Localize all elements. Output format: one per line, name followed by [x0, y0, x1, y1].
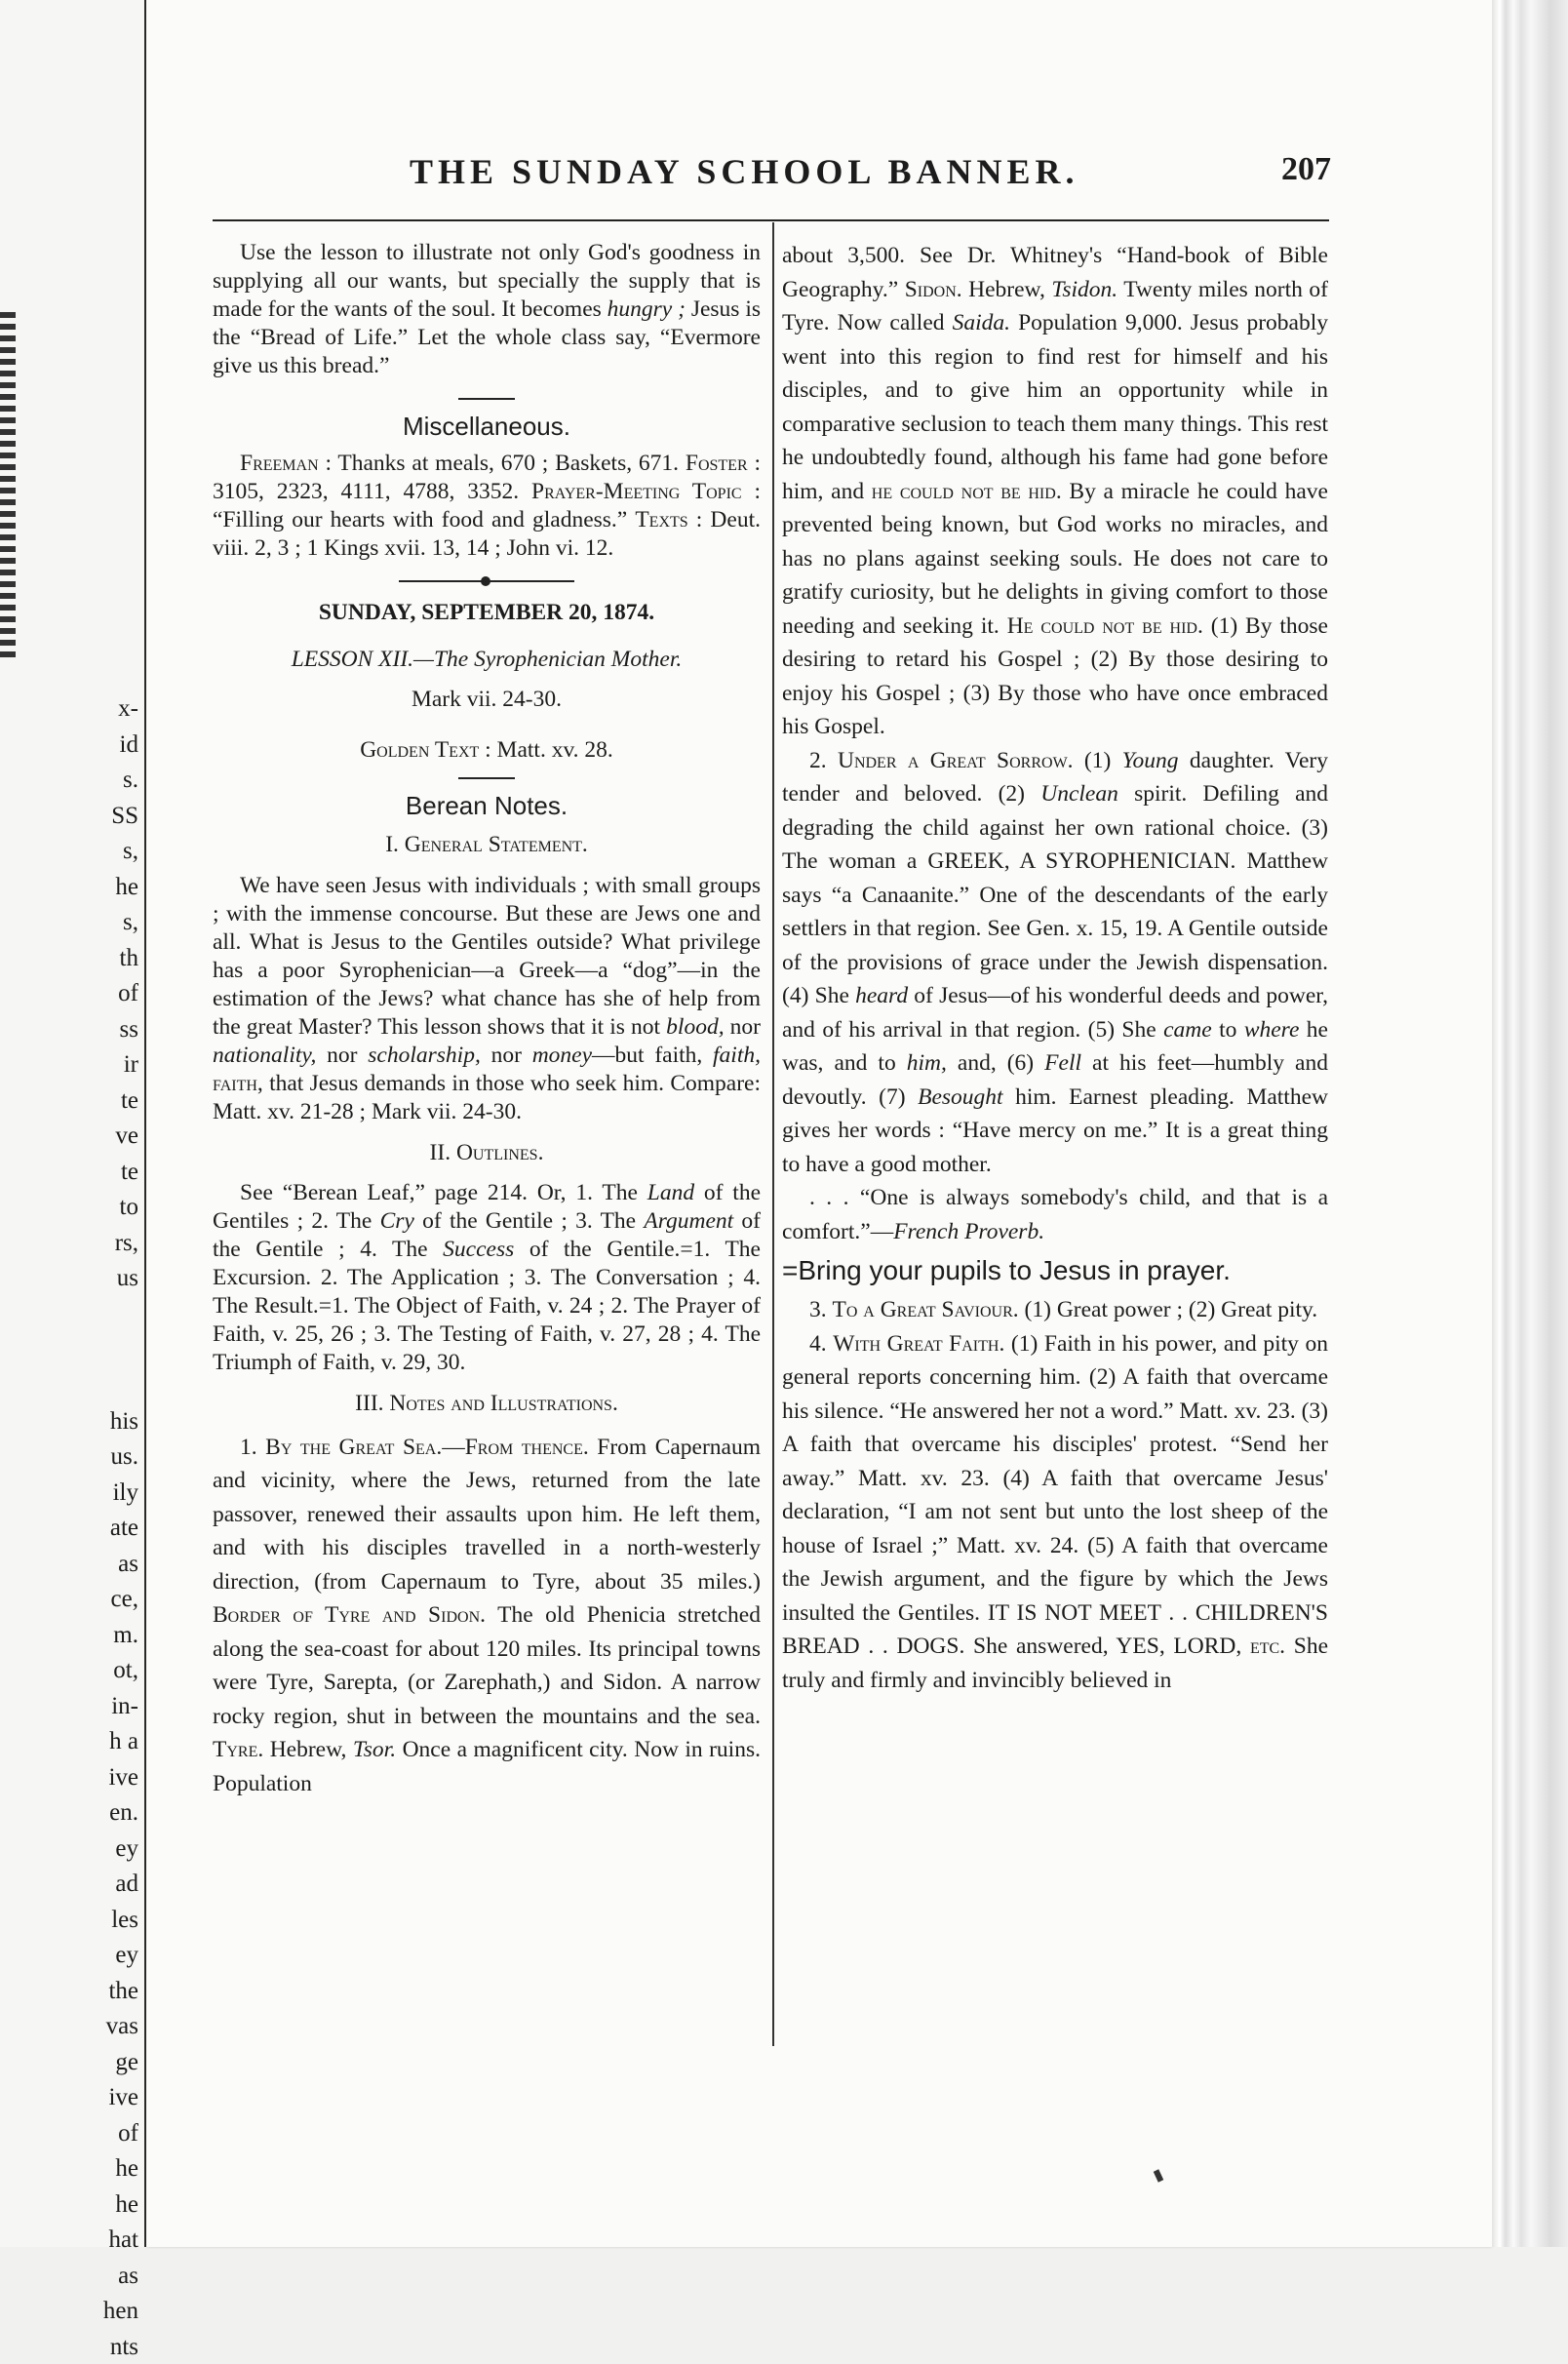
text-run: etc. [1249, 1634, 1286, 1659]
previous-page-fragment: us [116, 1265, 138, 1291]
previous-page-fragment: his [109, 1407, 138, 1435]
text-run: : “Filling our hearts with food and gladness.” [213, 478, 761, 532]
text-run: : Thanks at meals, 670 ; Baskets, 671. [318, 450, 686, 476]
intro-paragraph [213, 239, 761, 380]
text-run: at his feet—humbly and devoutly. (7) [782, 1050, 1328, 1110]
proverb [782, 1181, 1328, 1248]
text-run: Once a magnificent city. Now in ruins. Population [213, 1737, 761, 1796]
text-run: . . . “One is always somebody's child, and that is a comfort.”— [782, 1185, 1328, 1244]
text-run: came [1163, 1016, 1212, 1043]
previous-page-fragment: as [118, 1550, 138, 1577]
text-run: of the Gentile.=1. The Excursion. 2. The Application ; 3. The Conversation ; 4. The Result.=1. The Object of Faith, v. 24 ; 2. The Prayer of Faith, v. 25, 26 ; 3. The Testing of Faith, v. 27, 28 ; 4. The Triumph of Faith, v. 29, 30. [213, 1237, 761, 1375]
text-run: that Jesus demands in those who seek him. Compare: Matt. xv. 21-28 ; Mark vii. 24-30. [213, 1070, 761, 1124]
text-run: where [1243, 1016, 1300, 1043]
miscellaneous-text [213, 450, 761, 563]
text-run: Texts [635, 506, 688, 532]
previous-page-fragment: te [120, 1086, 138, 1114]
text-run: By the Great Sea.—From thence. [265, 1434, 589, 1460]
previous-page-fragment: id [119, 730, 138, 758]
text-run: By a miracle he could have prevented being known, but God works no miracles, and has no plans against seeking souls. He does not care to gratify curiosity, but he delights in giving comfort to those needing and seeking it. [782, 478, 1328, 639]
notes-heading: III. Notes and Illustrations. [355, 1391, 618, 1416]
text-run: Freeman [240, 450, 319, 476]
text-run: (1) Great power ; (2) Great pity. [1018, 1297, 1318, 1322]
text-run: (1) By those desiring to retard his Gospel ; (2) By those desiring to enjoy his Gospel ; (3) By those who have once embraced his Gospel. [782, 612, 1328, 739]
section-rule [458, 777, 515, 779]
text-run: 3. [809, 1297, 833, 1322]
previous-page-fragment: ey [115, 1834, 138, 1862]
running-title: THE SUNDAY SCHOOL BANNER. [410, 152, 1079, 191]
text-run: Under a Great Sorrow. [837, 747, 1074, 773]
text-run: Success [443, 1237, 515, 1262]
text-run: about 3,500. See Dr. Whitney's “Hand-book of Bible Geography.” [782, 243, 1328, 302]
previous-page-fragment: hat [108, 2226, 138, 2253]
outlines-text [213, 1179, 761, 1377]
general-statement-text [213, 872, 761, 1126]
previous-page-fragment: s, [123, 909, 138, 935]
text-run: Tsor. [352, 1737, 397, 1762]
previous-page-edge [0, 0, 146, 2360]
text-run: hungry ; [607, 296, 686, 322]
text-run: Argument [644, 1208, 734, 1234]
text-run: She truly and firmly and invincibly believed in [782, 1634, 1328, 1693]
text-run: of Jesus—of his wonderful deeds and power, and of his arrival in that region. (5) She [782, 983, 1329, 1043]
previous-page-fragment: ad [115, 1871, 138, 1897]
text-run: heard [855, 983, 909, 1008]
text-run: of the Gentile ; 4. The [213, 1208, 762, 1262]
text-run: him, [906, 1050, 947, 1076]
previous-page-fragment: rs, [114, 1229, 138, 1256]
text-run: of the Gentiles ; 2. The [213, 1180, 761, 1234]
general-statement-heading: I. General Statement. [385, 832, 588, 857]
text-run: spirit. Defiling and degrading the child against her own rational choice. (3) The woman a GREEK, A SYROPHENICIAN. Matthew says “a Canaanite.” One of the descendants of the early settlers in that region. See Gen. x. 15, 19. A Gentile outside of the provisions of grace under the Jewish dispensation. (4) She [782, 781, 1328, 1008]
outlines-heading: II. Outlines. [429, 1139, 544, 1165]
lesson-title: LESSON XII.—The Syrophenician Mother. [291, 647, 683, 672]
text-run: To a Great Saviour. [832, 1297, 1019, 1322]
text-run: Besought [918, 1084, 1003, 1110]
previous-page-fragment: m. [113, 1621, 138, 1648]
text-run: (1) [1073, 747, 1122, 773]
previous-page-fragment: of [118, 2119, 138, 2147]
text-run: Land [647, 1180, 695, 1205]
right-column [782, 239, 1328, 1697]
previous-page-fragment: as [118, 2262, 138, 2289]
previous-page-fragment: en. [109, 1799, 138, 1826]
text-run: Jesus is the “Bread of Life.” Let the whole class say, “Evermore give us this bread.” [213, 296, 762, 378]
text-run: Fell [1044, 1050, 1082, 1076]
text-run: Foster [685, 450, 748, 476]
previous-page-fragment: hen [102, 2298, 138, 2324]
text-run: nor [316, 1042, 369, 1068]
previous-page-fragment: in- [111, 1692, 138, 1719]
under-great-sorrow [782, 744, 1328, 1182]
lesson-reference: Mark vii. 24-30. [411, 686, 563, 712]
text-run: money [531, 1042, 593, 1068]
text-run: Tyre. [213, 1737, 264, 1762]
text-run: nor [480, 1042, 532, 1068]
text-run: nationality, [213, 1042, 317, 1068]
left-column [213, 239, 761, 1800]
text-run: From Capernaum and vicinity, where the Jews, returned from the late passover, renewed their assaults upon him. He left them, and with his disciples travelled in a north-westerly direction, (from Capernaum to Tyre, about 35 miles.) [213, 1434, 762, 1595]
golden-text-reference: : Matt. xv. 28. [479, 737, 613, 763]
previous-page-fragment: vas [105, 2013, 138, 2039]
previous-page-fragment: ate [109, 1515, 138, 1541]
previous-page-fragment: us. [110, 1443, 138, 1470]
header-rule [213, 219, 1329, 221]
miscellaneous-heading: Miscellaneous. [403, 412, 570, 441]
date-heading: SUNDAY, SEPTEMBER 20, 1874. [318, 599, 655, 625]
text-run: Young [1121, 747, 1179, 773]
berean-notes-heading: Berean Notes. [405, 790, 568, 820]
text-run: See “Berean Leaf,” page 214. Or, 1. The [240, 1180, 647, 1205]
text-run: faith, [713, 1042, 761, 1068]
golden-text-label: Golden Text [360, 737, 480, 763]
previous-page-fragment: SS [111, 802, 138, 829]
text-run: 2. [809, 747, 838, 773]
previous-page-fragment: to [119, 1194, 138, 1220]
text-run: (1) Faith in his power, and pity on general reports concerning him. (2) A faith that overcame his silence. “He answered her not a word.” Matt. xv. 23. (3) A faith that overcame his disciples' protest. “Send her away.” Matt. xv. 23. (4) A faith that overcame Jesus' declaration, “I am not sent but unto the lost sheep of the house of Israel ;” Matt. xv. 24. (5) A faith that overcame the Jewish argument, and the figure by which the Jews insulted the Gentiles. IT IS NOT MEET . . CHILDREN'S BREAD . . DOGS. She answered, YES, LORD, [782, 1330, 1329, 1659]
text-run: Sidon. [904, 276, 962, 302]
great-saviour [782, 1293, 1328, 1327]
prayer-callout: =Bring your pupils to Jesus in prayer. [782, 1255, 1231, 1285]
previous-page-fragment: s, [123, 838, 138, 864]
great-faith [782, 1327, 1328, 1698]
previous-page-fragment: ge [115, 2048, 138, 2075]
previous-page-fragment: he [115, 2190, 138, 2218]
text-run: Twenty miles north of Tyre. Now called [782, 276, 1328, 335]
previous-page-fragment: ve [115, 1123, 138, 1149]
previous-page-fragment: ily [112, 1478, 138, 1506]
page-header [410, 151, 1331, 200]
text-run: : Deut. viii. 2, 3 ; 1 Kings xvii. 13, 14 ; John vi. 12. [213, 506, 761, 561]
text-run: With Great Faith. [833, 1330, 1005, 1357]
previous-page-fragment: ot, [113, 1657, 138, 1683]
previous-page-fragment: of [118, 980, 138, 1006]
previous-page-fragment: ss [119, 1015, 138, 1043]
ornament-rule [399, 580, 574, 582]
previous-page-fragment: les [111, 1906, 138, 1933]
previous-page-fragment: ce, [110, 1586, 138, 1612]
text-run: : 3105, 2323, 4111, 4788, 3352. [213, 450, 761, 504]
text-run: Hebrew, [263, 1737, 353, 1762]
previous-page-fragment: he [115, 873, 138, 900]
text-run: he could not be hid. [871, 478, 1062, 504]
book-page-edges [1492, 0, 1568, 2247]
text-run: We have seen Jesus with individuals ; with small groups ; with the immense concourse. But these are Jews one and all. What is Jesus to the Gentiles outside? What privilege has a poor Syrophenician—a Greek—a “dog”—in the estimation of the Jews? what chance has she of help from the great Master? This lesson shows that it is not [213, 872, 761, 1040]
text-run: Prayer-Meeting Topic [531, 478, 742, 504]
text-run: he was, and to [782, 1016, 1328, 1076]
text-run: of the Gentile ; 3. The [413, 1208, 645, 1234]
previous-page-fragment: the [108, 1977, 138, 2004]
previous-page-fragment: ir [123, 1051, 138, 1078]
text-run: daughter. Very tender and beloved. (2) [782, 747, 1328, 807]
text-run: Tsidon. [1051, 276, 1118, 302]
text-run: French Proverb. [893, 1218, 1045, 1244]
previous-page-fragment: nts [109, 2333, 138, 2360]
section-rule [458, 398, 515, 400]
notes-text [213, 1431, 761, 1801]
text-run: Border of Tyre and Sidon. [213, 1602, 486, 1628]
text-run: and, (6) [946, 1050, 1045, 1076]
previous-page-fragment: ive [108, 2084, 138, 2110]
text-run: Saida. [952, 310, 1010, 335]
text-run: Population 9,000. Jesus probably went into this region to find rest for himself and his disciples, and to give him an opportunity while in comparative seclusion to teach them many things. This rest he undoubtedly found, although his fame had gone before him, and [782, 310, 1328, 504]
column-rule [772, 222, 774, 2046]
golden-text [213, 733, 761, 768]
text-run: Use the lesson to illustrate not only God's goodness in supplying all our wants, but specially the supply that is made for the wants of the soul. It becomes [213, 240, 761, 322]
previous-page-fragment: ey [115, 1942, 138, 1968]
text-run: 4. [809, 1330, 834, 1357]
text-run: nor [724, 1013, 761, 1040]
previous-page-fragment: te [120, 1158, 138, 1185]
previous-page-fragment: he [115, 2155, 138, 2182]
previous-page-fragment: th [119, 944, 138, 971]
text-run: him. Earnest pleading. Matthew gives her words : “Have mercy on me.” It is a great thing to have a good mother. [782, 1084, 1328, 1177]
previous-page-ornament [0, 312, 16, 663]
text-run: to [1211, 1016, 1244, 1043]
text-run: 1. [240, 1434, 266, 1460]
text-run: Hebrew, [961, 276, 1052, 302]
notes-continued [782, 239, 1328, 744]
previous-page-fragment: ive [108, 1763, 138, 1791]
text-run: scholarship, [368, 1042, 481, 1068]
previous-page-fragment: x- [118, 695, 138, 722]
text-run: Unclean [1040, 781, 1118, 807]
text-run: —but faith, [592, 1042, 714, 1068]
page-number: 207 [1281, 151, 1331, 187]
text-run: faith, [213, 1070, 263, 1096]
text-run: blood, [666, 1013, 725, 1040]
text-run: Cry [379, 1208, 414, 1234]
text-run: He could not be hid. [1006, 612, 1203, 639]
previous-page-fragment: h a [109, 1728, 138, 1754]
previous-page-fragment: s. [123, 767, 138, 793]
text-run: The old Phenicia stretched along the sea-coast for about 120 miles. Its principal towns were Tyre, Sarepta, (or Zarephath,) and Sidon. A narrow rocky region, shut in between the mountains and the sea. [213, 1602, 761, 1729]
